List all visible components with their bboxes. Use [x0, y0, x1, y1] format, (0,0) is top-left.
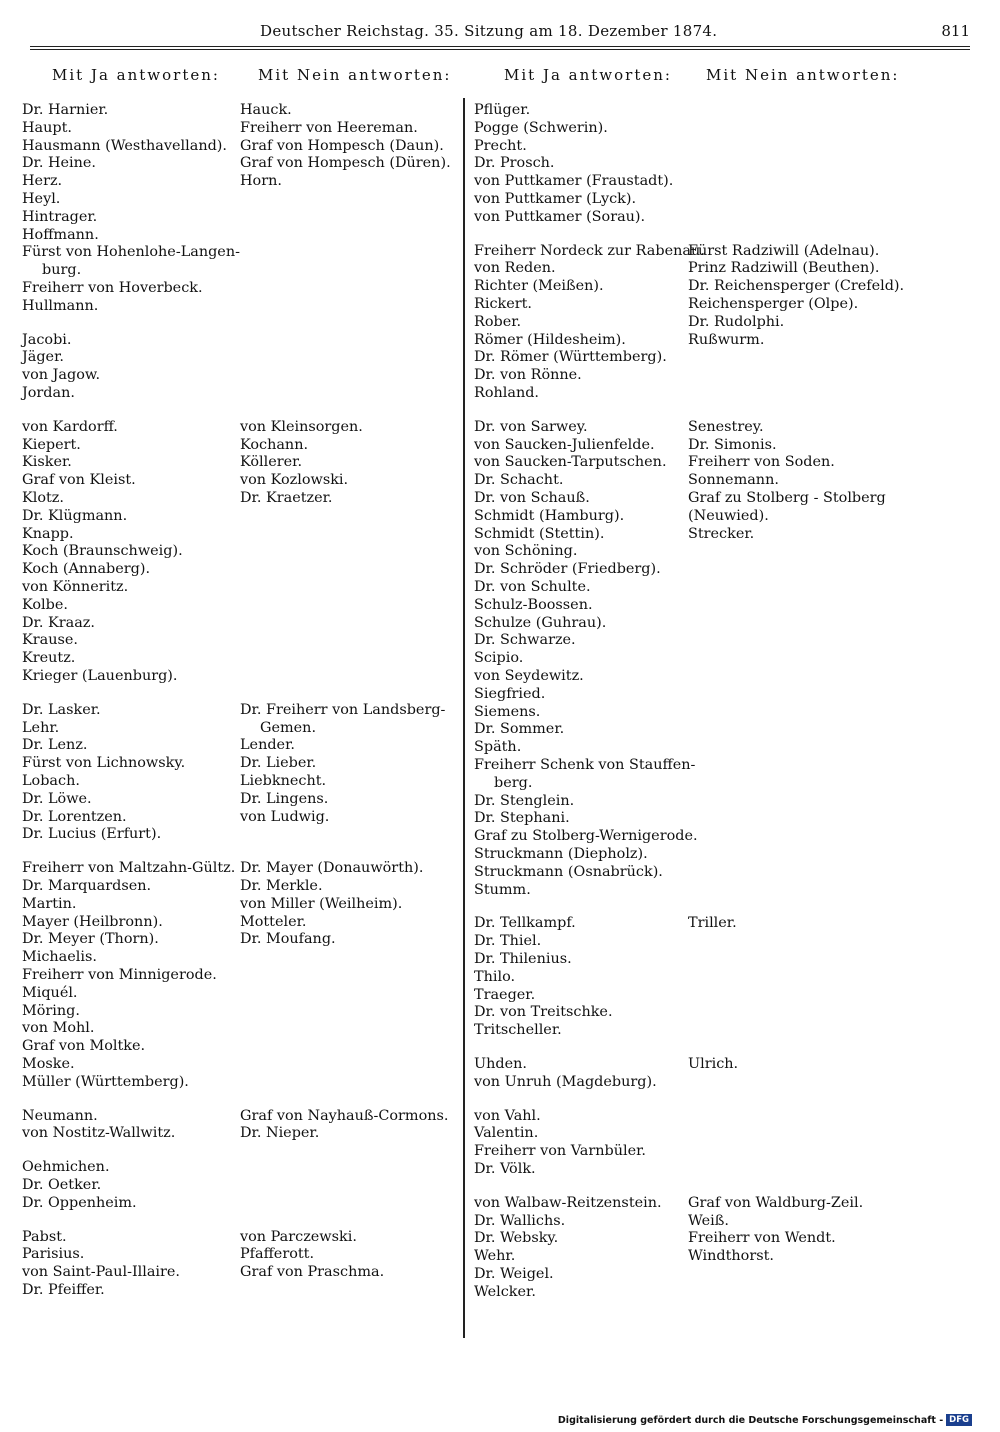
- member-name: von Seydewitz.: [474, 667, 584, 684]
- footer-text: Digitalisierung gefördert durch die Deutsche Forschungsgemeinschaft -: [557, 1414, 944, 1426]
- member-name: Struckmann (Osnabrück).: [474, 863, 663, 880]
- member-name: Haupt.: [22, 119, 72, 136]
- member-name: Rickert.: [474, 295, 532, 312]
- member-name: Weiß.: [688, 1212, 729, 1229]
- left-half: [22, 62, 460, 1332]
- member-name: Moske.: [22, 1055, 75, 1072]
- member-name: Freiherr von Hoverbeck.: [22, 279, 203, 296]
- footer: [558, 1414, 972, 1426]
- member-name: Dr. Lingens.: [240, 790, 329, 807]
- right-vote-groups: [474, 102, 914, 1302]
- ja-names: [474, 915, 686, 1040]
- member-name: Freiherr von Heereman.: [240, 119, 418, 136]
- member-name: Pflüger.: [474, 102, 531, 118]
- member-name: Dr. Nieper.: [240, 1125, 320, 1142]
- member-name: Kiepert.: [22, 436, 81, 453]
- vote-group: [474, 1195, 914, 1302]
- nein-names: [240, 1108, 462, 1144]
- right-ja-header: Mit Ja antworten:: [504, 66, 672, 84]
- member-name: Motteler.: [240, 913, 307, 930]
- member-name: Klotz.: [22, 489, 64, 506]
- member-name: Dr. von Treitschke.: [474, 1004, 613, 1021]
- member-name: Hausmann (Westhavelland).: [22, 137, 227, 154]
- nein-names: [688, 419, 910, 544]
- vote-group: [474, 1056, 914, 1092]
- nein-names: [688, 1056, 910, 1074]
- member-name: Köllerer.: [240, 454, 303, 471]
- member-name: Scipio.: [474, 650, 524, 667]
- member-name: Dr. Tellkampf.: [474, 915, 576, 932]
- ja-names: [22, 702, 227, 844]
- vote-group: [22, 1108, 460, 1144]
- member-name: Dr. Pfeiffer.: [22, 1281, 105, 1298]
- member-name: von Miller (Weilheim).: [240, 895, 403, 912]
- member-name: Uhden.: [474, 1055, 527, 1072]
- nein-names: [240, 1229, 462, 1282]
- member-name: Schulz-Boossen.: [474, 596, 593, 613]
- ja-names: [22, 419, 227, 686]
- right-nein-header: Mit Nein antworten:: [706, 66, 900, 84]
- member-name: Reichensperger (Olpe).: [688, 295, 859, 312]
- nein-names: [240, 419, 462, 508]
- member-name: Rohland.: [474, 384, 540, 401]
- member-name: Wehr.: [474, 1248, 516, 1265]
- member-name: Koch (Annaberg).: [22, 561, 151, 578]
- member-name: Dr. Mayer (Donauwörth).: [240, 860, 424, 877]
- member-name: von Puttkamer (Lyck).: [474, 190, 637, 207]
- member-name: Richter (Meißen).: [474, 278, 604, 295]
- member-name: von Puttkamer (Fraustadt).: [474, 173, 674, 190]
- vote-group: [22, 1229, 460, 1300]
- member-name: Fürst Radziwill (Adelnau).: [688, 242, 880, 259]
- right-half: [474, 62, 914, 1332]
- vote-group: [474, 915, 914, 1040]
- member-name: Senestrey.: [688, 418, 764, 435]
- member-name: Dr. Simonis.: [688, 436, 777, 453]
- member-name: Dr. Prosch.: [474, 155, 555, 172]
- member-name: von Parczewski.: [240, 1228, 357, 1245]
- member-name: Ulrich.: [688, 1055, 739, 1072]
- member-name: Lehr.: [22, 719, 60, 736]
- member-name: Prinz Radziwill (Beuthen).: [688, 260, 880, 277]
- member-name: Graf zu Stolberg-Wernigerode.: [474, 828, 698, 845]
- member-name: Traeger.: [474, 986, 536, 1003]
- member-name: Rober.: [474, 313, 522, 330]
- left-column-headers: [22, 62, 460, 102]
- member-name: von Saucken-Tarputschen.: [474, 454, 667, 471]
- member-name: von Könneritz.: [22, 578, 129, 595]
- member-name: Dr. Lasker.: [22, 701, 101, 718]
- vote-group: [474, 419, 914, 900]
- member-name: Pabst.: [22, 1228, 67, 1245]
- member-name: Thilo.: [474, 968, 516, 985]
- member-name: Martin.: [22, 895, 77, 912]
- nein-names: [240, 702, 462, 827]
- member-name: Rußwurm.: [688, 331, 765, 348]
- member-name: burg.: [42, 262, 82, 279]
- member-name: Freiherr Schenk von Stauffen-: [474, 756, 696, 773]
- member-name: Stumm.: [474, 881, 531, 898]
- member-name: Pfafferott.: [240, 1246, 315, 1263]
- header-rule-second: [30, 49, 970, 50]
- member-name: von Reden.: [474, 260, 556, 277]
- member-name: Dr. von Sarwey.: [474, 418, 588, 435]
- member-name: von Schöning.: [474, 543, 578, 560]
- member-name: Freiherr von Soden.: [688, 454, 835, 471]
- vote-group: [474, 102, 914, 227]
- member-name: Möring.: [22, 1002, 80, 1019]
- member-name: Tritscheller.: [474, 1022, 562, 1039]
- member-name: Freiherr Nordeck zur Rabenau.: [474, 242, 705, 259]
- member-name: Graf von Waldburg-Zeil.: [688, 1194, 864, 1211]
- member-name: Schulze (Guhrau).: [474, 614, 607, 631]
- ja-names: [22, 332, 227, 403]
- member-name: Müller (Württemberg).: [22, 1073, 189, 1090]
- member-name: Graf von Kleist.: [22, 472, 136, 489]
- member-name: Dr. Schröder (Friedberg).: [474, 561, 661, 578]
- header-rule: [30, 46, 970, 47]
- member-name: Struckmann (Diepholz).: [474, 845, 648, 862]
- member-name: von Kozlowski.: [240, 472, 349, 489]
- member-name: Krieger (Lauenburg).: [22, 667, 178, 684]
- member-name: Liebknecht.: [240, 772, 327, 789]
- member-name: Miquél.: [22, 984, 78, 1001]
- member-name: Graf zu Stolberg - Stolberg: [688, 489, 886, 506]
- vote-group: [22, 419, 460, 686]
- member-name: Hoffmann.: [22, 226, 99, 243]
- member-name: Dr. Stephani.: [474, 810, 570, 827]
- member-name: Jacobi.: [22, 331, 72, 348]
- member-name: Kochann.: [240, 436, 309, 453]
- member-name: Siegfried.: [474, 685, 546, 702]
- member-name: Dr. Marquardsen.: [22, 877, 152, 894]
- member-name: Dr. Rudolphi.: [688, 313, 785, 330]
- member-name: Graf von Moltke.: [22, 1038, 146, 1055]
- member-name: Dr. Lucius (Erfurt).: [22, 826, 162, 843]
- member-name: Siemens.: [474, 703, 541, 720]
- member-name: Oehmichen.: [22, 1159, 110, 1176]
- member-name: Dr. von Schauß.: [474, 489, 590, 506]
- ja-names: [474, 1056, 686, 1092]
- member-name: Dr. Römer (Württemberg).: [474, 349, 667, 366]
- member-name: Dr. Kraaz.: [22, 614, 95, 631]
- vote-group: [22, 332, 460, 403]
- member-name: Welcker.: [474, 1283, 536, 1300]
- member-name: Jäger.: [22, 349, 64, 366]
- member-name: von Puttkamer (Sorau).: [474, 208, 646, 225]
- member-name: Lobach.: [22, 772, 80, 789]
- member-name: Freiherr von Minnigerode.: [22, 966, 217, 983]
- member-name: berg.: [494, 774, 533, 791]
- member-name: Herz.: [22, 173, 63, 190]
- member-name: Triller.: [688, 915, 737, 932]
- member-name: Dr. Lorentzen.: [22, 808, 127, 825]
- member-name: von Nostitz-Wallwitz.: [22, 1125, 176, 1142]
- member-name: von Kleinsorgen.: [240, 418, 363, 435]
- ja-names: [22, 102, 240, 316]
- left-ja-header: Mit Ja antworten:: [52, 66, 220, 84]
- member-name: Dr. Lieber.: [240, 755, 317, 772]
- member-name: Dr. Lenz.: [22, 737, 88, 754]
- member-name: Michaelis.: [22, 949, 97, 966]
- nein-names: [688, 243, 910, 350]
- member-name: Dr. Thilenius.: [474, 950, 572, 967]
- member-name: Freiherr von Wendt.: [688, 1230, 836, 1247]
- ja-names: [474, 1108, 686, 1179]
- member-name: Dr. Heine.: [22, 155, 97, 172]
- member-name: Dr. Sommer.: [474, 721, 565, 738]
- member-name: Mayer (Heilbronn).: [22, 913, 163, 930]
- member-name: Precht.: [474, 137, 527, 154]
- member-name: Fürst von Hohenlohe-Langen-: [22, 244, 240, 261]
- vote-group: [22, 860, 460, 1091]
- member-name: Graf von Hompesch (Düren).: [240, 155, 451, 172]
- vote-group: [22, 102, 460, 316]
- ja-names: [474, 418, 698, 900]
- member-name: Dr. Oetker.: [22, 1176, 102, 1193]
- member-name: Parisius.: [22, 1246, 85, 1263]
- member-name: Neumann.: [22, 1107, 98, 1124]
- member-name: Windthorst.: [688, 1248, 774, 1265]
- member-name: Fürst von Lichnowsky.: [22, 755, 186, 772]
- member-name: von Mohl.: [22, 1020, 95, 1037]
- member-name: Koch (Braunschweig).: [22, 543, 183, 560]
- member-name: Dr. Löwe.: [22, 790, 92, 807]
- nein-names: [688, 915, 910, 933]
- right-column-headers: [474, 62, 914, 102]
- member-name: Heyl.: [22, 190, 61, 207]
- member-name: von Saucken-Julienfelde.: [474, 436, 655, 453]
- member-name: Dr. Thiel.: [474, 933, 542, 950]
- member-name: Dr. Harnier.: [22, 102, 109, 118]
- left-vote-groups: [22, 102, 460, 1300]
- member-name: Schmidt (Hamburg).: [474, 507, 625, 524]
- member-name: Dr. Oppenheim.: [22, 1194, 137, 1211]
- member-name: von Jagow.: [22, 367, 101, 384]
- member-name: Dr. Stenglein.: [474, 792, 575, 809]
- member-name: Freiherr von Varnbüler.: [474, 1143, 647, 1160]
- ja-names: [22, 860, 236, 1091]
- member-name: Dr. Weigel.: [474, 1265, 554, 1282]
- member-name: Dr. Freiherr von Landsberg-: [240, 701, 446, 718]
- member-name: Gemen.: [260, 719, 317, 736]
- member-name: Späth.: [474, 739, 522, 756]
- ja-names: [474, 102, 686, 227]
- member-name: Pogge (Schwerin).: [474, 119, 608, 136]
- member-name: Graf von Nayhauß-Cormons.: [240, 1107, 449, 1124]
- member-name: Dr. Völk.: [474, 1160, 536, 1177]
- nein-names: [240, 102, 462, 191]
- member-name: Jordan.: [22, 384, 75, 401]
- vote-group: [474, 1108, 914, 1179]
- vote-group: [22, 702, 460, 844]
- member-name: Kolbe.: [22, 596, 68, 613]
- member-name: von Kardorff.: [22, 418, 118, 435]
- page-number: 811: [941, 22, 970, 40]
- member-name: von Walbaw-Reitzenstein.: [474, 1194, 662, 1211]
- member-name: Freiherr von Maltzahn-Gültz.: [22, 860, 236, 877]
- nein-names: [688, 1195, 910, 1266]
- member-name: Dr. Klügmann.: [22, 507, 128, 524]
- member-name: Dr. Websky.: [474, 1230, 559, 1247]
- member-name: Kisker.: [22, 454, 72, 471]
- member-name: von Vahl.: [474, 1107, 541, 1124]
- member-name: Graf von Praschma.: [240, 1264, 385, 1281]
- member-name: Sonnemann.: [688, 472, 779, 489]
- member-name: Graf von Hompesch (Daun).: [240, 137, 444, 154]
- member-name: Horn.: [240, 173, 282, 190]
- member-name: Knapp.: [22, 525, 74, 542]
- vote-group: [22, 1159, 460, 1212]
- member-name: Strecker.: [688, 525, 755, 542]
- member-name: Valentin.: [474, 1125, 539, 1142]
- member-name: von Unruh (Magdeburg).: [474, 1073, 657, 1090]
- header-title: Deutscher Reichstag. 35. Sitzung am 18. Dezember 1874.: [260, 22, 718, 40]
- member-name: von Ludwig.: [240, 808, 330, 825]
- ja-names: [474, 1195, 686, 1302]
- member-name: Dr. Schwarze.: [474, 632, 576, 649]
- member-name: Kreutz.: [22, 650, 76, 667]
- ja-names: [22, 1108, 227, 1144]
- member-name: Dr. Reichensperger (Crefeld).: [688, 278, 905, 295]
- member-name: Dr. Meyer (Thorn).: [22, 931, 159, 948]
- member-name: Krause.: [22, 632, 78, 649]
- member-name: Hauck.: [240, 102, 292, 118]
- member-name: Dr. Schacht.: [474, 472, 564, 489]
- vote-group: [474, 243, 914, 403]
- member-name: (Neuwied).: [688, 507, 769, 524]
- member-name: Dr. Moufang.: [240, 931, 336, 948]
- column-divider: [463, 98, 465, 1338]
- page-header: [30, 20, 970, 46]
- ja-names: [22, 1229, 227, 1300]
- member-name: Dr. Merkle.: [240, 877, 323, 894]
- member-name: Hullmann.: [22, 297, 99, 314]
- left-nein-header: Mit Nein antworten:: [258, 66, 452, 84]
- dfg-logo: DFG: [946, 1414, 972, 1426]
- member-name: Schmidt (Stettin).: [474, 525, 605, 542]
- member-name: Hintrager.: [22, 208, 98, 225]
- member-name: Römer (Hildesheim).: [474, 331, 626, 348]
- member-name: von Saint-Paul-Illaire.: [22, 1264, 180, 1281]
- nein-names: [240, 860, 462, 949]
- member-name: Dr. Wallichs.: [474, 1212, 566, 1229]
- member-name: Lender.: [240, 737, 295, 754]
- ja-names: [22, 1159, 227, 1212]
- member-name: Dr. von Rönne.: [474, 367, 582, 384]
- member-name: Dr. von Schulte.: [474, 578, 591, 595]
- member-name: Dr. Kraetzer.: [240, 489, 333, 506]
- ja-names: [474, 242, 705, 403]
